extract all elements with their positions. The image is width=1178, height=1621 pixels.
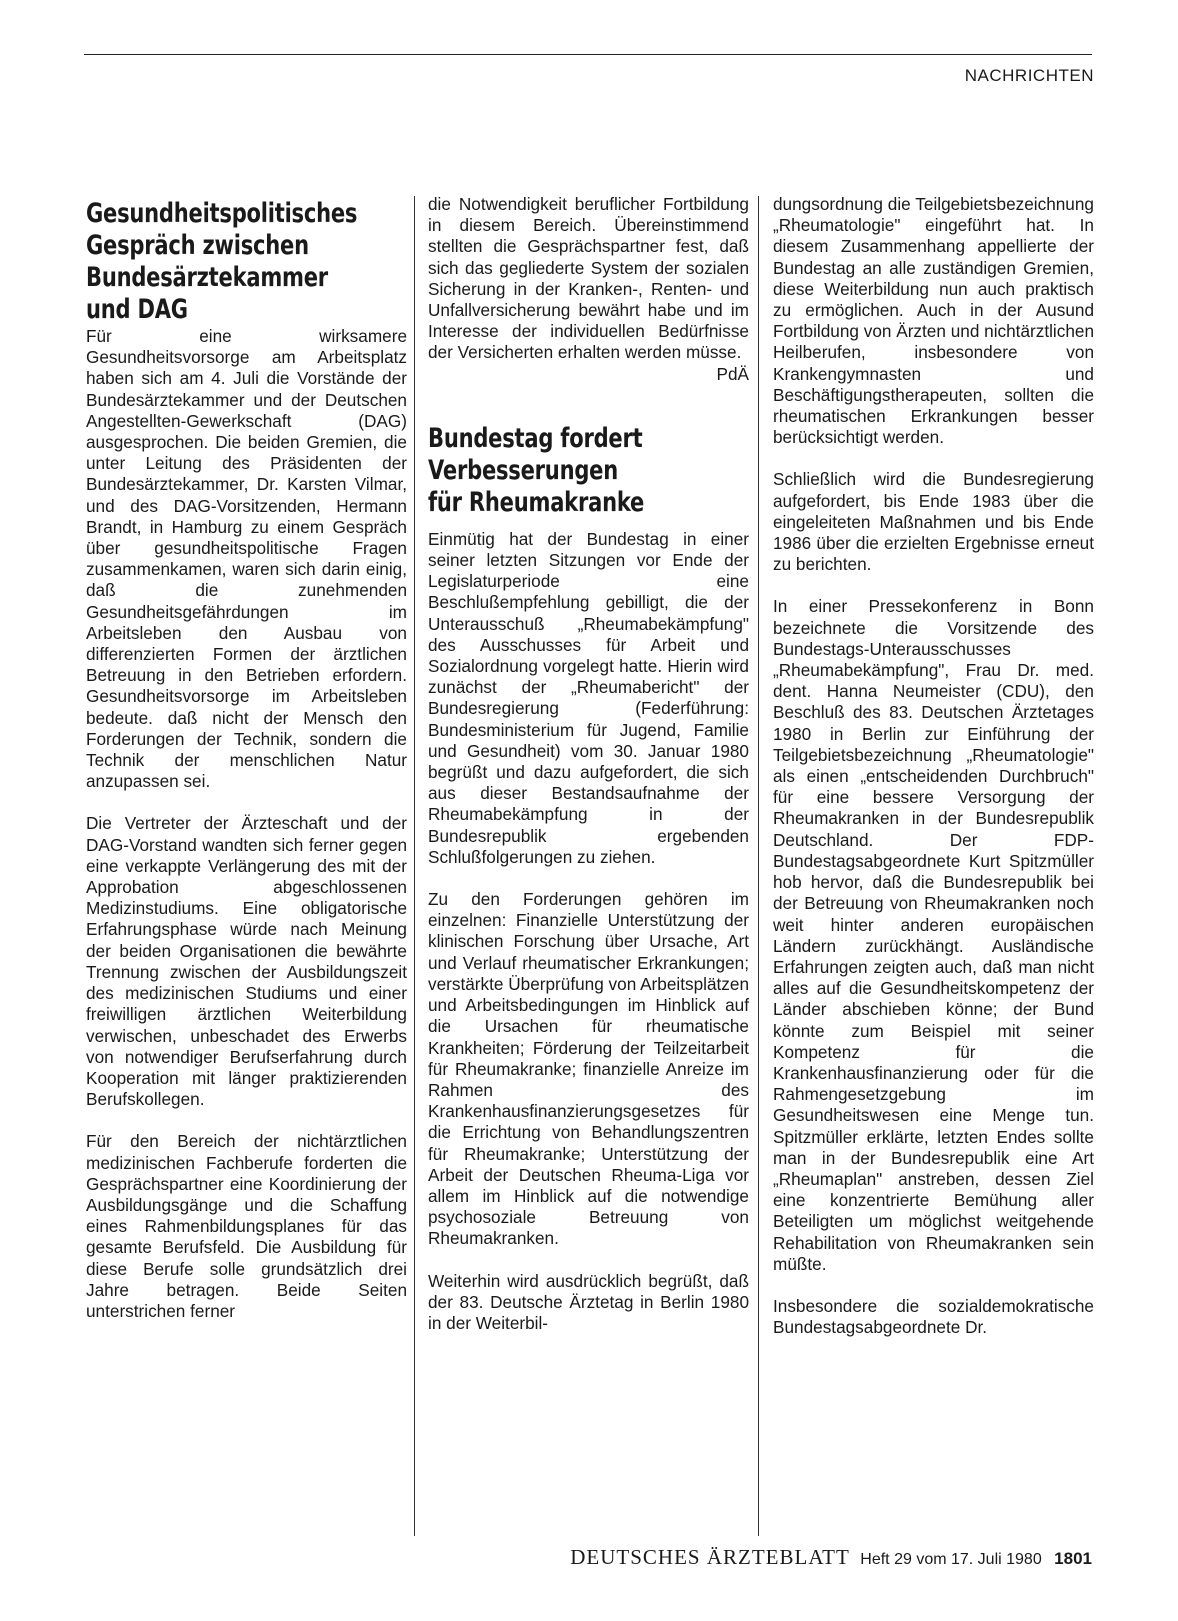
article2-headline xyxy=(428,423,748,529)
article1-paragraph: Für eine wirksamere Gesundheitsvorsorge am Arbeitsplatz haben sich am 4. Juli die Vorstände der Bundesärztekammer und der Deutschen Angestellten-Gewerkschaft (DAG) ausgesprochen. Die beiden Gremien, die unter Leitung des Präsidenten der Bundesärztekammer, Dr. Karsten Vilmar, und des DAG-Vorsitzenden, Hermann Brandt, in Hamburg zu einem Gespräch über gesundheitspolitische Fragen zusammenkamen, waren sich darin einig, daß die zunehmenden Gesundheitsgefährdungen im Arbeitsleben den Ausbau von differenzierten Formen der ärztlichen Betreuung in den Betrieben erfordern. Gesundheitsvorsorge im Arbeitsleben bedeute. daß nicht der Mensch den Forderungen der Technik, sondern die Technik der menschlichen Natur anzupassen sei. xyxy=(86,326,407,792)
article2-paragraph: Weiterhin wird ausdrücklich begrüßt, daß der 83. Deutsche Ärztetag in Berlin 1980 in der Weiterbil- xyxy=(428,1270,749,1333)
headline-line: Gesundheitspolitisches xyxy=(86,198,358,229)
headline-line: für Rheumakranke xyxy=(428,486,645,518)
headline-line: Gespräch zwischen xyxy=(86,230,309,261)
headline-line: Bundestag fordert xyxy=(428,422,643,454)
headline-line: Verbesserungen xyxy=(428,454,618,486)
column-divider xyxy=(414,196,415,1536)
article2-paragraph: Schließlich wird die Bundesregierung aufgefordert, bis Ende 1983 über die eingeleiteten Maßnahmen und bis Ende 1986 über die erzielten Ergebnisse erneut zu berichten. xyxy=(773,469,1094,575)
article1-paragraph: Für den Bereich der nichtärztlichen medizinischen Fachberufe forderten die Gesprächspartner eine Koordinierung der Ausbildungsgänge und die Schaffung eines Rahmenbildungsplanes für das gesamte Berufsfeld. Die Ausbildung für diese Berufe solle grundsätzlich drei Jahre betragen. Beide Seiten unterstrichen ferner xyxy=(86,1131,407,1321)
column-1 xyxy=(86,194,407,1322)
headline-line: Bundesärztekammer xyxy=(86,262,328,293)
article2-paragraph: In einer Pressekonferenz in Bonn bezeichnete die Vorsitzende des Bundestags-Unterausschusses „Rheumabekämpfung", Frau Dr. med. dent. Hanna Neumeister (CDU), den Beschluß des 83. Deutschen Ärztetages 1980 in Berlin zur Einführung der Teilgebietsbezeichnung „Rheumatologie" als einen „entscheidenden Durchbruch" für eine bessere Versorgung der Rheumakranken in der Bundesrepublik Deutschland. Der FDP-Bundestagsabgeordnete Kurt Spitzmüller hob hervor, daß die Bundesrepublik bei der Betreuung von Rheumakranken noch weit hinter anderen europäischen Ländern zurückhängt. Ausländische Erfahrungen zeigten auch, daß man nicht alles auf die Gesundheitskompetenz der Länder abschieben könne; der Bund könnte zum Beispiel mit seiner Kompetenz für die Krankenhausfinanzierung oder für die Rahmengesetzgebung im Gesundheitswesen eine Menge tun. Spitzmüller erklärte, letzten Endes sollte man in der Bundesrepublik eine Art „Rheumaplan" anstreben, dessen Ziel eine konzentrierte Bemühung aller Beteiligten um möglichst weitgehende Rehabilitation von Rheumakranken sein müßte. xyxy=(773,596,1094,1274)
article2-paragraph: Zu den Forderungen gehören im einzelnen: Finanzielle Unterstützung der klinischen Forschung über Ursache, Art und Verlauf rheumatischer Erkrankungen; verstärkte Überprüfung von Arbeitsplätzen und Arbeitsbedingungen im Hinblick auf die Ursachen für rheumatische Krankheiten; Förderung der Teilzeitarbeit für Rheumakranke; finanzielle Anreize im Rahmen des Krankenhausfinanzierungsgesetzes für die Errichtung von Behandlungszentren für Rheumakranke; Unterstützung der Arbeit der Deutschen Rheuma-Liga vor allem im Hinblick auf die notwendige psychosoziale Betreuung von Rheumakranken. xyxy=(428,889,750,1249)
journal-title: DEUTSCHES ÄRZTEBLATT xyxy=(570,1545,850,1569)
page-number: 1801 xyxy=(1054,1549,1092,1568)
article1-headline xyxy=(86,198,406,326)
headline-line: und DAG xyxy=(86,294,188,325)
column-divider xyxy=(758,196,759,1536)
article1-signature: PdÄ xyxy=(716,363,749,384)
article1-paragraph-continued: die Notwendigkeit beruflicher Fortbildung in diesem Bereich. Übereinstimmend stellten die Gesprächspartner fest, daß sich das gegliederte System der sozialen Sicherung in der Kranken-, Renten- und Unfallversicherung bewährt habe und im Interesse der individuellen Bedürfnisse der Versicherten erhalten werden müsse. xyxy=(428,194,749,363)
section-label: NACHRICHTEN xyxy=(964,66,1094,85)
article2-paragraph-continued: dungsordnung die Teilgebietsbezeichnung „Rheumatologie" eingeführt hat. In diesem Zusammenhang appellierte der Bundestag an alle zuständigen Gremien, diese Weiterbildung nun auch praktisch zu ermöglichen. Auch in der Ausund Fortbildung von Ärzten und nichtärztlichen Heilberufen, insbesondere von Krankengymnasten und Beschäftigungstherapeuten, sollten die rheumatischen Erkrankungen besser berücksichtigt werden. xyxy=(773,194,1095,448)
column-3 xyxy=(773,194,1094,1338)
article1-paragraph: Die Vertreter der Ärzteschaft und der DAG-Vorstand wandten sich ferner gegen eine verkappte Verlängerung des mit der Approbation abgeschlossenen Medizinstudiums. Eine obligatorische Erfahrungsphase würde nach Meinung der beiden Organisationen die bewährte Trennung zwischen der Ausbildungszeit des medizinischen Studiums und einer freiwilligen ärztlichen Weiterbildung verwischen, unbeschadet des Erwerbs von notwendiger Berufserfahrung durch Kooperation mit länger praktizierenden Berufskollegen. xyxy=(86,813,407,1110)
column-2 xyxy=(428,194,749,1334)
top-rule xyxy=(84,54,1092,55)
issue-info: Heft 29 vom 17. Juli 1980 xyxy=(860,1551,1042,1568)
article2-paragraph: Einmütig hat der Bundestag in einer seiner letzten Sitzungen vor Ende der Legislaturperiode eine Beschlußempfehlung gebilligt, die der Unterausschuß „Rheumabekämpfung" des Ausschusses für Arbeit und Sozialordnung vorgelegt hatte. Hierin wird zunächst der „Rheumabericht" der Bundesregierung (Federführung: Bundesministerium für Jugend, Familie und Gesundheit) vom 30. Januar 1980 begrüßt und dazu aufgefordert, die sich aus dieser Bestandsaufnahme der Rheumabekämpfung in der Bundesrepublik ergebenden Schlußfolgerungen zu ziehen. xyxy=(428,528,749,867)
page-footer xyxy=(472,1545,1092,1570)
article2-paragraph: Insbesondere die sozialdemokratische Bundestagsabgeordnete Dr. xyxy=(773,1295,1094,1338)
